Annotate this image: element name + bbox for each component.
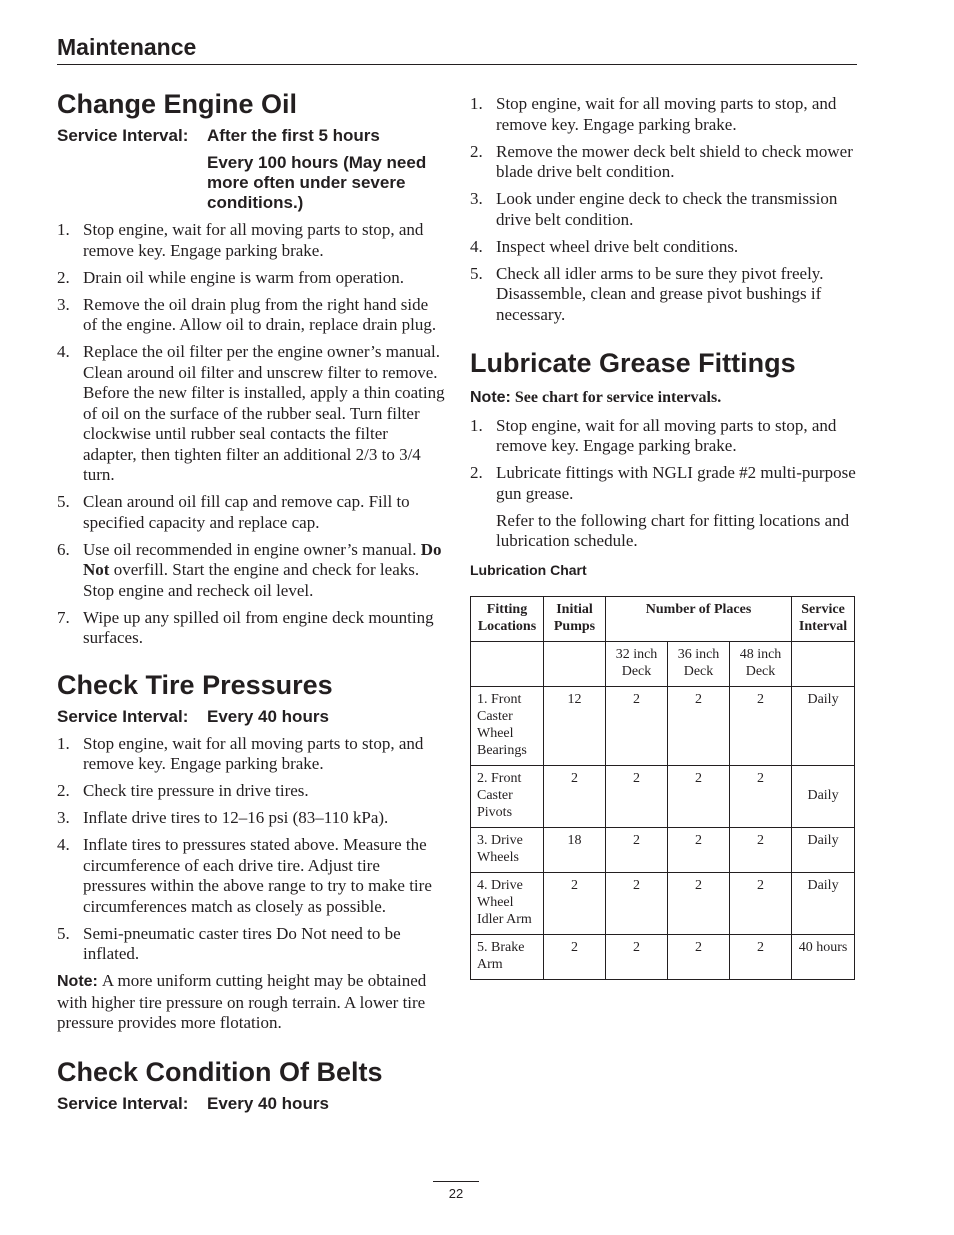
step-text: Stop engine, wait for all moving parts to stop, and remove key. Engage parking brake. — [83, 733, 424, 773]
list-item — [57, 608, 445, 649]
step-text: Remove the mower deck belt shield to check mower blade drive belt condition. — [496, 141, 853, 181]
step-number: 1. — [57, 733, 70, 753]
list-item — [470, 189, 858, 230]
note-text: See chart for service intervals. — [514, 389, 722, 406]
table-cell-36: 2 — [668, 827, 730, 872]
table-cell-pumps: 2 — [544, 934, 606, 979]
list-item — [57, 220, 445, 261]
table-cell-48: 2 — [730, 827, 792, 872]
step-number: 3. — [57, 808, 70, 827]
lubricate-grease-heading: Lubricate Grease Fittings — [470, 348, 796, 378]
table-row — [471, 765, 855, 827]
step-number: 5. — [57, 923, 70, 943]
check-tire-pressures-heading: Check Tire Pressures — [57, 669, 333, 700]
table-cell-48: 2 — [730, 686, 792, 765]
chart-reference-text: Refer to the following chart for fitting locations and lubrication schedule. — [496, 510, 850, 550]
table-cell-48: 2 — [730, 765, 792, 827]
step-number: 4. — [470, 236, 483, 256]
step-text: Stop engine, wait for all moving parts to stop, and remove key. Engage parking brake. — [83, 220, 424, 260]
table-cell-location: 3. Drive Wheels — [471, 827, 544, 872]
table-subheader-row — [471, 641, 855, 686]
step-number: 4. — [57, 342, 70, 361]
step-number: 1. — [470, 415, 483, 435]
step-text: Inflate tires to pressures stated above. Measure the circumference of each drive tire. Adjust tire pressures within the above range to try to make tire circumferences match as closely as possible. — [83, 835, 432, 916]
table-cell-interval: Daily — [792, 686, 855, 765]
section-header: Maintenance — [57, 34, 197, 60]
table-cell-32: 2 — [606, 765, 668, 827]
left-column — [57, 86, 445, 1114]
table-cell-pumps: 12 — [544, 686, 606, 765]
table-cell-pumps: 2 — [544, 872, 606, 934]
step-number: 2. — [57, 267, 70, 287]
step-text: Remove the oil drain plug from the right hand side of the engine. Allow oil to drain, replace drain plug. — [83, 294, 437, 334]
list-item — [57, 492, 445, 533]
header-48-inch-deck: 48 inch Deck — [730, 641, 792, 686]
step-text-post: overfill. Start the engine and check for leaks. Stop engine and recheck oil level. — [83, 560, 420, 600]
grease-steps — [470, 416, 858, 505]
service-interval-value: Every 40 hours — [207, 706, 329, 726]
header-32-inch-deck: 32 inch Deck — [606, 641, 668, 686]
service-interval-label: Service Interval: — [57, 706, 189, 726]
page-number: 22 — [448, 1186, 464, 1201]
belts-service-interval — [57, 1094, 445, 1114]
table-cell-36: 2 — [668, 872, 730, 934]
table-cell-location: 5. Brake Arm — [471, 934, 544, 979]
list-item — [57, 924, 445, 965]
service-interval-value: After the first 5 hours — [207, 126, 380, 145]
header-36-inch-deck: 36 inch Deck — [668, 641, 730, 686]
table-cell-36: 2 — [668, 686, 730, 765]
step-number: 1. — [470, 94, 483, 113]
header-number-of-places: Number of Places — [606, 596, 792, 641]
table-cell-empty — [792, 641, 855, 686]
step-number: 7. — [57, 607, 70, 627]
header-initial-pumps: Initial Pumps — [544, 596, 606, 641]
step-text: Check tire pressure in drive tires. — [83, 781, 309, 800]
step-text: Replace the oil filter per the engine owner’s manual. Clean around oil filter and unscrew filter to remove. Before the new filter is installed, apply a thin coating of oil on the surface of the rubber seal. Turn filter clockwise until rubber seal contacts the filter adapter, then tighten filter an additional 2/3 to 3/4 turn. — [83, 342, 445, 484]
list-item — [470, 416, 858, 457]
list-item — [470, 463, 858, 504]
table-row — [471, 686, 855, 765]
table-header-row — [471, 596, 855, 641]
list-item — [57, 734, 445, 775]
service-interval-value: Every 40 hours — [207, 1093, 329, 1113]
step-text: Stop engine, wait for all moving parts to stop, and remove key. Engage parking brake. — [496, 94, 837, 134]
list-item — [57, 835, 445, 917]
step-number: 1. — [57, 220, 70, 239]
note-label: Note: — [57, 973, 98, 990]
table-cell-interval: 40 hours — [792, 934, 855, 979]
table-cell-empty — [544, 641, 606, 686]
service-interval-value-2: Every 100 hours (May need more often under severe conditions.) — [207, 153, 427, 212]
list-item — [470, 264, 858, 326]
step-number: 6. — [57, 539, 70, 559]
table-cell-location: 4. Drive Wheel Idler Arm — [471, 872, 544, 934]
step-number: 3. — [57, 294, 70, 314]
check-belts-section — [57, 1054, 445, 1114]
check-belts-heading: Check Condition Of Belts — [57, 1056, 383, 1087]
oil-service-interval — [57, 126, 445, 146]
step-number: 2. — [470, 463, 483, 482]
list-item — [57, 342, 445, 486]
step-number: 5. — [470, 263, 483, 283]
belts-steps — [470, 94, 858, 325]
table-cell-location: 1. Front Caster Wheel Bearings — [471, 686, 544, 765]
table-cell-pumps: 18 — [544, 827, 606, 872]
table-cell-interval: Daily — [792, 827, 855, 872]
table-cell-48: 2 — [730, 872, 792, 934]
step-number: 4. — [57, 835, 70, 854]
lubricate-grease-section — [470, 345, 858, 980]
step-text: Wipe up any spilled oil from engine deck mounting surfaces. — [83, 607, 434, 647]
list-item — [57, 781, 445, 802]
header-divider — [57, 64, 857, 65]
table-row — [471, 934, 855, 979]
list-item — [57, 268, 445, 289]
tire-note — [57, 971, 445, 1034]
table-cell-32: 2 — [606, 686, 668, 765]
footer-divider — [433, 1181, 479, 1182]
table-cell-pumps: 2 — [544, 765, 606, 827]
step-text: Stop engine, wait for all moving parts to stop, and remove key. Engage parking brake. — [496, 415, 837, 455]
step-number: 3. — [470, 189, 483, 208]
step-text — [83, 540, 441, 600]
table-cell-empty — [471, 641, 544, 686]
header-fitting-locations: Fitting Locations — [471, 596, 544, 641]
tire-service-interval — [57, 707, 445, 727]
list-item — [57, 808, 445, 829]
table-cell-36: 2 — [668, 765, 730, 827]
change-engine-oil-section — [57, 86, 445, 649]
table-cell-interval: Daily — [792, 872, 855, 934]
note-text: A more uniform cutting height may be obtained with higher tire pressure on rough terrain. A lower tire pressure provides more flotation. — [57, 971, 427, 1032]
table-cell-48: 2 — [730, 934, 792, 979]
step-number: 2. — [57, 781, 70, 800]
check-tire-pressures-section — [57, 667, 445, 1034]
step-text: Check all idler arms to be sure they pivot freely. Disassemble, clean and grease pivot bushings if necessary. — [496, 263, 824, 324]
grease-note — [470, 387, 858, 409]
table-cell-36: 2 — [668, 934, 730, 979]
lubrication-chart-caption: Lubrication Chart — [470, 561, 587, 578]
step-text: Inspect wheel drive belt conditions. — [496, 236, 739, 256]
step-text: Inflate drive tires to 12–16 psi (83–110 kPa). — [83, 808, 389, 827]
step-number: 2. — [470, 141, 483, 161]
step-text: Clean around oil fill cap and remove cap. Fill to specified capacity and replace cap. — [83, 492, 410, 532]
right-column — [470, 94, 858, 980]
list-item — [57, 295, 445, 336]
service-interval-label: Service Interval: — [57, 1093, 189, 1113]
note-label: Note: — [470, 389, 511, 406]
list-item — [470, 142, 858, 183]
step-number: 5. — [57, 492, 70, 511]
step-text: Look under engine deck to check the transmission drive belt condition. — [496, 189, 838, 229]
table-cell-location: 2. Front Caster Pivots — [471, 765, 544, 827]
step-text-pre: Use oil recommended in engine owner’s manual. — [83, 539, 421, 559]
service-interval-label: Service Interval: — [57, 126, 189, 145]
list-item — [470, 94, 858, 135]
lubrication-table — [470, 596, 855, 980]
step-text: Semi-pneumatic caster tires Do Not need to be inflated. — [83, 923, 401, 963]
table-row — [471, 872, 855, 934]
tire-steps — [57, 734, 445, 965]
table-cell-32: 2 — [606, 827, 668, 872]
step-text: Lubricate fittings with NGLI grade #2 multi-purpose gun grease. — [496, 463, 856, 503]
table-cell-32: 2 — [606, 934, 668, 979]
table-row — [471, 827, 855, 872]
header-service-interval: Service Interval — [792, 596, 855, 641]
step-text: Drain oil while engine is warm from operation. — [83, 267, 405, 287]
list-item — [470, 237, 858, 258]
table-cell-interval: Daily — [792, 765, 855, 827]
list-item — [57, 540, 445, 602]
oil-steps — [57, 220, 445, 649]
change-engine-oil-heading: Change Engine Oil — [57, 89, 298, 119]
do-not-emphasis: Do Not — [83, 539, 442, 579]
table-cell-32: 2 — [606, 872, 668, 934]
